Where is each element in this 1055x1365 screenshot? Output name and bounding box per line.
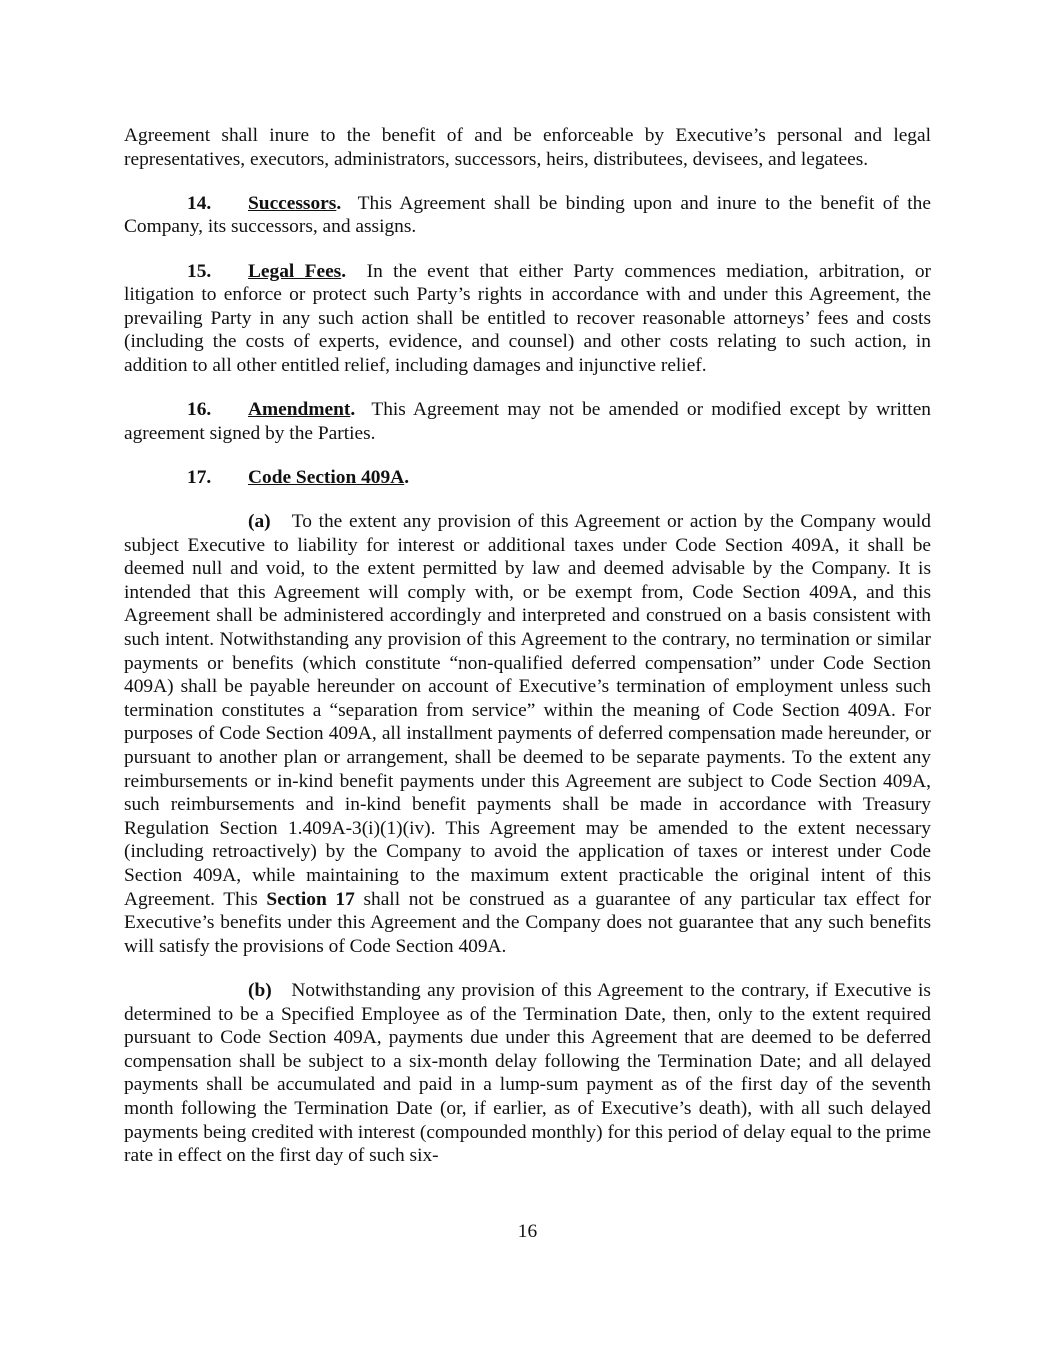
subsection-a [124,510,931,958]
subsection-b [124,979,931,1168]
subsection-label: (a) [248,511,271,533]
subsection-text-continued: shall not be construed as a guarantee of any particular tax effect for Executive’s benefits under this Agreement and the Company does not guarantee that any such benefits will satisfy the provisions of Code Section 409A. [124,888,931,957]
page-number: 16 [517,1221,538,1242]
section-text: This Agreement shall be binding upon and inure to the benefit of the Company, its successors, and assigns. [124,192,931,238]
section-heading: Code Section 409A [248,466,405,488]
continuation-paragraph: Agreement shall inure to the benefit of and be enforceable by Executive’s personal and legal representatives, executors, administrators, successors, heirs, distributees, devisees, and legatees. [124,125,931,170]
section-16: 16. Amendment. This Agreement may not be amended or modified except by written agreement signed by the Parties. [124,399,931,444]
section-number: 15. [187,260,212,282]
document-page [124,124,931,1168]
section-number: 17. [187,466,212,488]
section-heading: Successors [248,192,337,214]
subsection-label: (b) [248,979,272,1001]
subsection-text: To the extent any provision of this Agreement or action by the Company would subject Executive to liability for interest or additional taxes under Code Section 409A, it shall be deemed null and void, to the extent permitted by law and deemed advisable by the Company. It is intended that this Agreement will comply with, or be exempt from, Code Section 409A, and this Agreement shall be administered accordingly and interpreted and construed on a basis consistent with such intent. Notwithstanding any provision of this Agreement to the contrary, no termination or similar payments or benefits (which constitute “non-qualified deferred compensation” under Code Section 409A) shall be payable hereunder on account of Executive’s termination of employment unless such termination constitutes a “separation from service” within the meaning of Code Section 409A. For purposes of Code Section 409A, all installment payments of deferred compensation made hereunder, or pursuant to another plan or arrangement, shall be deemed to be separate payments. To the extent any reimbursements or in-kind benefit payments under this Agreement are subject to Code Section 409A, such reimbursements and in-kind benefit payments shall be made in accordance with Treasury Regulation Section 1.409A-3(i)(1)(iv). This Agreement may be amended to the extent necessary (including retroactively) by the Company to avoid the application of taxes or interest under Code Section 409A, while maintaining to the maximum extent practicable the original intent of this Agreement. This [124,511,931,910]
section-text: This Agreement may not be amended or modified except by written agreement signed by the Parties. [124,399,931,444]
section-15: 15. Legal Fees. In the event that either Party commences mediation, arbitration, or litigation to enforce or protect such Party’s rights in accordance with and under this Agreement, the prevailing Party in any such action shall be entitled to recover reasonable attorneys’ fees and costs (including the costs of experts, evidence, and counsel) and other costs relating to such action, in addition to all other entitled relief, including damages and injunctive relief. [124,260,931,376]
section-14: 14. Successors. This Agreement shall be binding upon and inure to the benefit of the Company, its successors, and assigns. [124,192,931,238]
section-number: 14. [187,192,212,214]
section-reference: Section 17 [266,888,355,910]
section-heading: Legal Fees [248,260,342,282]
section-number: 16. [187,399,212,421]
section-17: 17. Code Section 409A. [187,466,410,488]
subsection-text: Notwithstanding any provision of this Agreement to the contrary, if Executive is determined to be a Specified Employee as of the Termination Date, then, only to the extent required pursuant to Code Section 409A, payments due under this Agreement that are deemed to be deferred compensation shall be subject to a six-month delay following the Termination Date; and all delayed payments shall be accumulated and paid in a lump-sum payment as of the first day of the seventh month following the Termination Date (or, if earlier, as of Executive’s death), with all such delayed payments being credited with interest (compounded monthly) for this period of delay equal to the prime rate in effect on the first day of such six- [124,979,931,1167]
section-heading: Amendment [248,399,351,421]
section-text: In the event that either Party commences mediation, arbitration, or litigation to enforce or protect such Party’s rights in accordance with and under this Agreement, the prevailing Party in any such action shall be entitled to recover reasonable attorneys’ fees and costs (including the costs of experts, evidence, and counsel) and other costs relating to such action, in addition to all other entitled relief, including damages and injunctive relief. [124,260,931,376]
